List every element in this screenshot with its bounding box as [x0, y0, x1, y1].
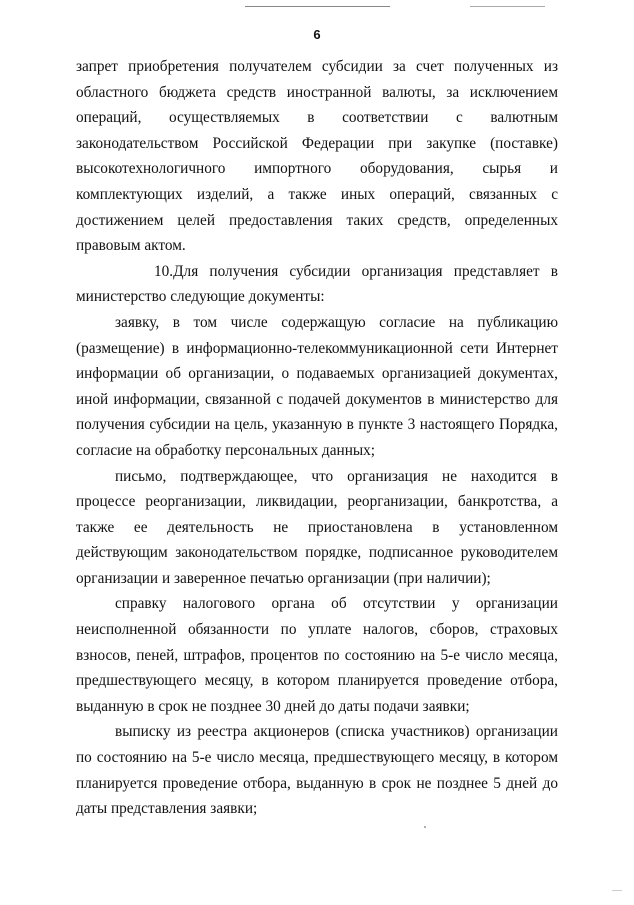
paragraph-application: заявку, в том числе содержащую согласие на публикацию (размещение) в информационно-телекоммуникационной сети Интернет информации об организации, о подаваемых организацией документах, иной информации, связанной с подачей документов в министерство для получения субсидии на цель, указанную в пункте 3 настоящего Порядка, согласие на обработку персональных данных;	[76, 313, 558, 459]
scan-edge-line	[470, 6, 545, 7]
paragraph-letter: письмо, подтверждающее, что организация не находится в процессе реорганизации, ликвидации, реорганизации, банкротства, а также ее деятельность не приостановлена в установленном действующим законодательством порядке, подписанное руководителем организации и заверенное печатью организации (при наличии);	[76, 467, 558, 587]
scan-speck	[424, 826, 426, 828]
paragraph-tax-certificate: справку налогового органа об отсутствии у организации неисполненной обязанности по уплате налогов, сборов, страховых взносов, пеней, штрафов, процентов по состоянию на 5-е число месяца, предшествующего месяцу, в котором планируется проведение отбора, выданную в срок не позднее 30 дней до даты подачи заявки;	[76, 595, 558, 715]
item-number: 10.	[154, 262, 174, 280]
document-body	[76, 54, 558, 822]
paragraph-foreign-currency-ban: запрет приобретения получателем субсидии за счет полученных из областного бюджета средств иностранной валюты, за исключением операций, осуществляемых в соответствии с валютным законодательством Российской Федерации при закупке (поставке) высокотехнологичного импортного оборудования, сырья и комплектующих изделий, а также иных операций, связанных с достижением целей предоставления таких средств, определенных правовым актом.	[76, 58, 558, 255]
paragraph-item-10	[76, 259, 558, 310]
page-number: 6	[313, 27, 321, 42]
paragraph-item-10-text: Для получения субсидии организация представляет в министерство следующие документы:	[76, 262, 558, 306]
scan-edge-line	[245, 6, 390, 7]
scan-edge-mark	[612, 890, 622, 891]
paragraph-shareholder-extract: выписку из реестра акционеров (списка участников) организации по состоянию на 5-е число месяца, предшествующего месяцу, в котором планируется проведение отбора, выданную в срок не позднее 5 дней до даты представления заявки;	[76, 723, 558, 818]
